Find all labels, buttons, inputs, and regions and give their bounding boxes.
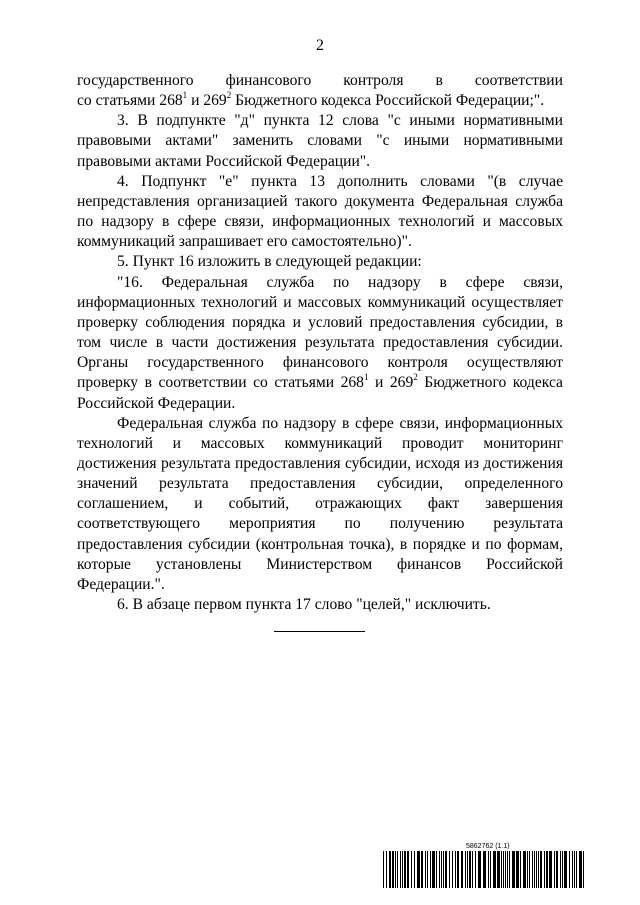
barcode-bar [407, 851, 409, 888]
superscript: 1 [363, 372, 369, 383]
superscript: 2 [413, 372, 418, 383]
barcode-bar [402, 851, 403, 888]
barcode-bar [564, 851, 567, 888]
barcode-bar [501, 851, 502, 888]
barcode-bar [569, 851, 570, 888]
barcode-bar [417, 851, 420, 888]
barcode-bar [509, 851, 510, 888]
paragraph-16-second: Федеральная служба по надзору в сфере связи, информационных технологий и массовых коммуникаций проводит мониторинг достижения результата предоставления субсидии, исходя из достижения значений результата предоставления субсидии, определенного соглашением, и событий, отражающих факт завершения соответствующего мероприятия по получению результата предоставления субсидии (контрольная точка), в порядке и по формам, которые установлены Министерством финансов Российской Федерации.". [77, 414, 563, 593]
barcode-bar [562, 851, 563, 888]
barcode-bar [576, 851, 577, 888]
barcode-bar [432, 851, 435, 888]
barcode-bar [540, 851, 542, 888]
barcode-bar [411, 851, 412, 888]
text-fragment: со статьями 268 [77, 92, 183, 110]
paragraph-4: 4. Подпункт "е" пункта 13 дополнить словами "(в случае непредставления организацией такого документа Федеральная служба по надзору в сфере связи, информационных технологий и массовых коммуникаций запрашивает его самостоятельно)". [77, 172, 563, 251]
barcode-icon [382, 851, 586, 888]
barcode-bar [483, 851, 486, 888]
barcode-bar [475, 851, 476, 888]
barcode-bar [469, 851, 471, 888]
paragraph-continuation [77, 71, 563, 111]
document-body [77, 71, 563, 615]
barcode-bar [472, 851, 473, 888]
barcode-bar [503, 851, 504, 888]
paragraph-16-first [77, 273, 563, 414]
barcode-bar [546, 851, 548, 888]
text-fragment: и 269 [187, 92, 227, 110]
paragraph-5: 5. Пункт 16 изложить в следующей редакции: [117, 253, 422, 271]
barcode-bar [441, 851, 442, 888]
barcode-bar [544, 851, 545, 888]
barcode-bar [427, 851, 428, 888]
barcode-bar [538, 851, 539, 888]
barcode-bar [516, 851, 519, 888]
barcode-bar [554, 851, 555, 888]
barcode-bar [574, 851, 575, 888]
text-fragment: и 269 [368, 374, 414, 392]
barcode-bar [512, 851, 515, 888]
barcode-bar [443, 851, 444, 888]
barcode-bar [505, 851, 506, 888]
barcode-bar [478, 851, 481, 888]
barcode-bar [455, 851, 456, 888]
barcode-bar [445, 851, 447, 888]
superscript: 1 [182, 89, 188, 100]
page-number: 2 [316, 37, 324, 54]
barcode-bar [488, 851, 489, 888]
barcode-bar [389, 851, 391, 888]
superscript: 2 [226, 89, 232, 100]
barcode-bar [461, 851, 463, 888]
barcode-bar [404, 851, 406, 888]
barcode-bar [425, 851, 426, 888]
barcode-bar [414, 851, 415, 888]
barcode-bar [532, 851, 533, 888]
barcode-bar [397, 851, 398, 888]
barcode-bar [421, 851, 423, 888]
barcode-bar [386, 851, 387, 888]
barcode-bar [579, 851, 582, 888]
barcode-bar [507, 851, 508, 888]
barcode-bar [430, 851, 431, 888]
barcode-bar [529, 851, 530, 888]
barcode-bar [392, 851, 394, 888]
barcode-bar [457, 851, 459, 888]
barcode-bar [449, 851, 450, 888]
barcode-bar [439, 851, 440, 888]
barcode-bar [527, 851, 528, 888]
document-code: 5862762 (1.1) [466, 843, 510, 850]
barcode-bar [549, 851, 552, 888]
barcode-bar [520, 851, 521, 888]
barcode-bar [583, 851, 584, 888]
barcode-bar [556, 851, 558, 888]
barcode-bar [395, 851, 396, 888]
paragraph-3: 3. В подпункте "д" пункта 12 слова "с иными нормативными правовыми актами" заменить словами "с иными нормативными правовыми актами Российской Федерации". [77, 112, 563, 170]
continuation-line-2 [77, 89, 545, 110]
barcode-bar [493, 851, 496, 888]
barcode-bar [572, 851, 573, 888]
barcode-bar [465, 851, 466, 888]
barcode-bar [560, 851, 561, 888]
text-fragment: Бюджетного кодекса Российской Федерации. [77, 374, 563, 412]
barcode-bar [523, 851, 526, 888]
barcode-bar [467, 851, 468, 888]
separator-line [274, 631, 365, 632]
barcode-bar [400, 851, 401, 888]
barcode-bar [436, 851, 437, 888]
barcode-bar [534, 851, 535, 888]
barcode-bar [497, 851, 500, 888]
text-fragment: "16. Федеральная служба по надзору в сфере связи, информационных технологий и массовых коммуникаций осуществляет проверку соблюдения порядка и условий предоставления субсидии, в том числе в части достижения результата предоставления субсидии. Органы государственного финансового контроля осуществляют проверку в соответствии со статьями 268 [77, 273, 563, 392]
barcode-bar [383, 851, 384, 888]
text-fragment: Бюджетного кодекса Российской Федерации;". [231, 92, 545, 110]
barcode-bar [490, 851, 491, 888]
paragraph-6: 6. В абзаце первом пункта 17 слово "целей," исключить. [117, 596, 491, 614]
barcode-bar [536, 851, 537, 888]
continuation-line-1: государственного финансового контроля в соответствии [77, 72, 563, 89]
barcode-bar [452, 851, 453, 888]
